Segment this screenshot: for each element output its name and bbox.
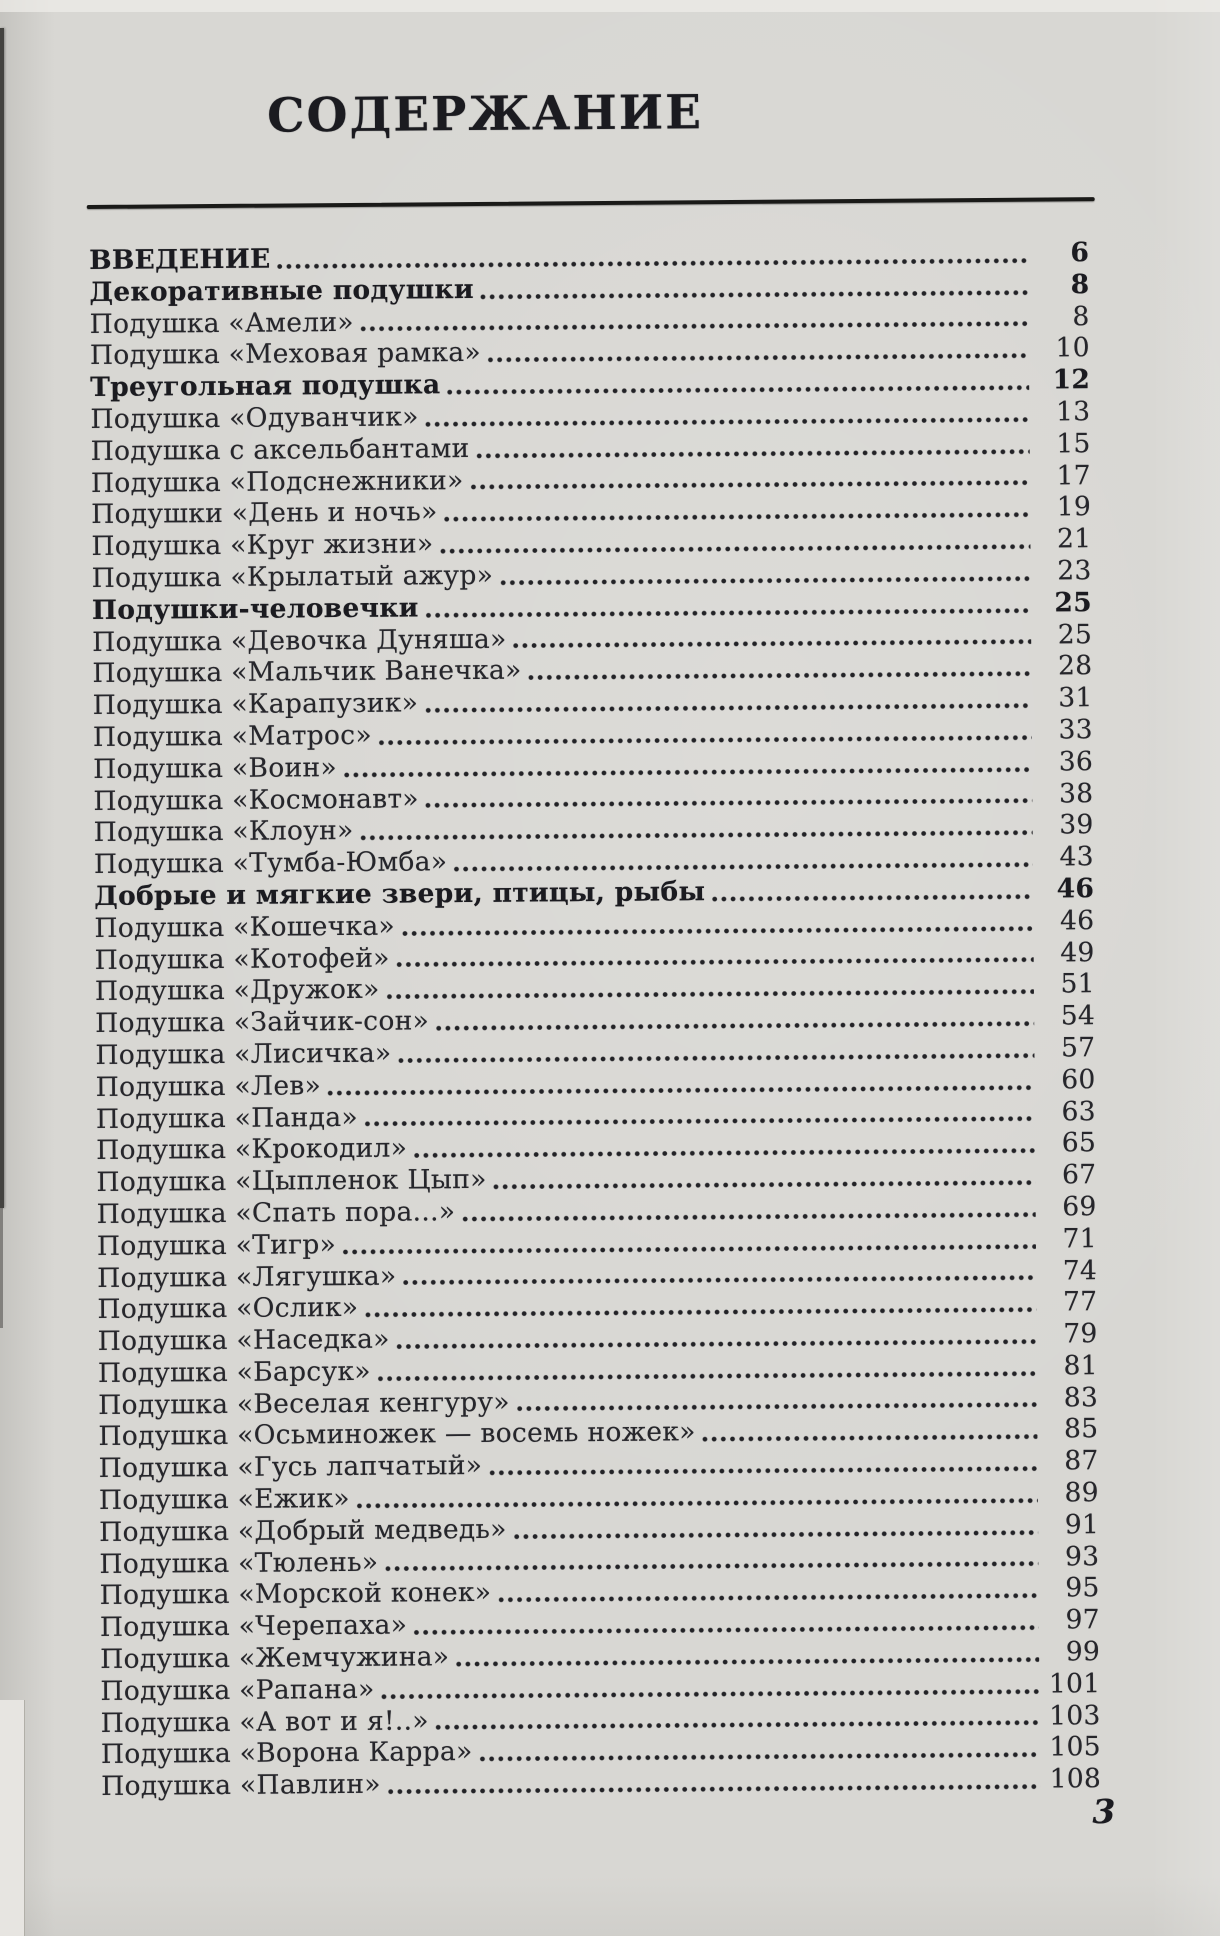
toc-entry-page: 105 <box>1049 1731 1102 1763</box>
toc-entry-label: Подушка «Одуванчик» <box>90 401 419 435</box>
toc-entry-page: 43 <box>1059 841 1095 873</box>
dot-leader <box>385 987 1034 1002</box>
scan-left-edge-line-lower <box>0 1208 3 1328</box>
toc-entry-label: Подушки-человечки <box>91 592 419 626</box>
toc-entry-label: Подушка «Барсук» <box>97 1355 371 1389</box>
dot-leader <box>326 1082 1035 1098</box>
toc-entry-page: 33 <box>1058 714 1094 746</box>
toc-entry-label: Подушка «Гусь лапчатый» <box>98 1450 483 1485</box>
table-of-contents <box>89 237 1101 1803</box>
toc-entry-page: 6 <box>1070 237 1090 269</box>
toc-entry-page: 74 <box>1062 1254 1098 1286</box>
toc-entry-page: 101 <box>1048 1667 1101 1700</box>
toc-entry-label: Подушка «Тигр» <box>96 1228 337 1262</box>
toc-entry-label: Подушка «Воин» <box>93 751 338 785</box>
toc-entry-label: Подушка «Наседка» <box>97 1323 390 1358</box>
toc-entry-page: 19 <box>1056 491 1092 523</box>
toc-entry-label: Подушка «Котофей» <box>94 942 390 976</box>
toc-entry-page: 25 <box>1054 586 1093 619</box>
toc-entry-page: 85 <box>1063 1413 1099 1445</box>
toc-entry-label: Подушки «День и ночь» <box>91 496 438 531</box>
toc-entry-label: Подушка «Осьминожек — восемь ножек» <box>98 1416 696 1453</box>
dot-leader <box>395 955 1034 970</box>
dot-leader <box>443 510 1031 525</box>
toc-row <box>101 1763 1101 1803</box>
dot-leader <box>478 1750 1040 1764</box>
dot-leader <box>401 1273 1036 1288</box>
toc-entry-page: 63 <box>1061 1095 1097 1127</box>
toc-entry-page: 97 <box>1065 1604 1101 1636</box>
toc-entry-page: 46 <box>1056 873 1095 905</box>
toc-entry-label: Подушка «Жемчужина» <box>100 1641 450 1676</box>
toc-entry-label: Подушка «Павлин» <box>101 1768 381 1803</box>
dot-leader <box>469 478 1030 492</box>
toc-entry-label: Подушка «Спать пора...» <box>96 1196 456 1230</box>
toc-entry-page: 17 <box>1056 459 1092 491</box>
toc-entry-label: Подушка «А вот и я!..» <box>100 1705 429 1739</box>
dot-leader <box>341 1241 1036 1256</box>
toc-entry-page: 8 <box>1070 268 1090 301</box>
toc-entry-page: 13 <box>1055 396 1091 428</box>
toc-entry-page: 91 <box>1064 1508 1100 1541</box>
dot-leader <box>386 1782 1040 1797</box>
toc-entry-label: Подушка «Добрый медведь» <box>99 1513 507 1548</box>
dot-leader <box>498 573 1031 587</box>
dot-leader <box>395 1336 1037 1351</box>
dot-leader <box>424 796 1033 811</box>
toc-entry-page: 103 <box>1049 1699 1101 1732</box>
toc-entry-label: Подушка «Веселая кенгуру» <box>98 1386 510 1421</box>
toc-entry-label: Подушка «Лягушка» <box>97 1260 397 1294</box>
dot-leader <box>454 1654 1039 1669</box>
dot-leader <box>496 1591 1038 1605</box>
toc-entry-label: Подушка «Крокодил» <box>96 1132 408 1167</box>
toc-entry-page: 108 <box>1049 1763 1102 1795</box>
dot-leader <box>359 319 1029 334</box>
toc-entry-page: 49 <box>1060 936 1095 968</box>
toc-entry-page: 87 <box>1064 1445 1099 1477</box>
toc-entry-page: 99 <box>1065 1636 1101 1668</box>
toc-entry-label: Подушка «Тюлень» <box>99 1546 379 1580</box>
toc-entry-label: Подушка «Амели» <box>89 306 354 340</box>
toc-entry-label: Подушка с аксельбантами <box>90 432 470 467</box>
toc-entry-page: 25 <box>1057 618 1093 650</box>
dot-leader <box>363 1114 1035 1129</box>
toc-entry-label: Подушка «Клоун» <box>93 815 354 849</box>
dot-leader <box>492 1177 1036 1191</box>
toc-entry-page: 51 <box>1060 968 1096 1000</box>
toc-entry-label: Подушка «Карапузик» <box>92 687 419 722</box>
toc-entry-page: 69 <box>1062 1191 1097 1223</box>
toc-entry-label: Подушка «Мальчик Ванечка» <box>92 654 522 690</box>
dot-leader <box>424 605 1031 620</box>
dot-leader <box>276 255 1029 271</box>
dot-leader <box>412 1623 1039 1638</box>
dot-leader <box>479 287 1029 301</box>
toc-entry-page: 23 <box>1057 555 1092 587</box>
toc-entry-label: Подушка «Дружок» <box>94 974 380 1008</box>
toc-entry-page: 10 <box>1055 332 1091 364</box>
toc-entry-label: Подушка «Панда» <box>95 1101 359 1135</box>
dot-leader <box>512 637 1032 651</box>
toc-entry-label: Подушка «Матрос» <box>92 719 373 753</box>
toc-entry-page: 36 <box>1058 745 1094 778</box>
toc-entry-label: Подушка «Ворона Карра» <box>100 1736 473 1771</box>
toc-entry-label: Подушка «Ослик» <box>97 1292 359 1326</box>
dot-leader <box>527 669 1032 683</box>
dot-leader <box>460 1209 1035 1224</box>
toc-entry-page: 60 <box>1061 1063 1096 1096</box>
toc-entry-page: 8 <box>1072 300 1090 332</box>
toc-entry-page: 89 <box>1064 1477 1100 1509</box>
toc-entry-page: 28 <box>1057 650 1093 682</box>
dot-leader <box>423 701 1032 716</box>
dot-leader <box>512 1527 1038 1541</box>
toc-entry-page: 46 <box>1059 904 1095 937</box>
toc-entry-page: 67 <box>1061 1159 1097 1191</box>
toc-entry-page: 77 <box>1062 1286 1098 1318</box>
toc-entry-page: 31 <box>1058 682 1093 714</box>
dot-leader <box>445 383 1029 398</box>
scan-left-edge-line <box>0 28 4 1208</box>
dot-leader <box>383 1559 1038 1574</box>
toc-entry-label: Подушка «Зайчик-сон» <box>95 1005 430 1040</box>
toc-entry-label: Подушка «Лисичка» <box>95 1037 392 1071</box>
toc-entry-page: 38 <box>1058 777 1094 809</box>
toc-entry-page: 65 <box>1061 1127 1097 1159</box>
dot-leader <box>397 1050 1035 1065</box>
dot-leader <box>400 923 1033 938</box>
dot-leader <box>377 732 1032 747</box>
toc-entry-page: 57 <box>1060 1032 1096 1064</box>
toc-entry-label: ВВЕДЕНИЕ <box>89 243 271 276</box>
dot-leader <box>363 1305 1036 1320</box>
toc-entry-page: 95 <box>1065 1572 1100 1604</box>
toc-entry-label: Подушка «Космонавт» <box>93 782 419 817</box>
toc-entry-page: 79 <box>1063 1318 1098 1350</box>
dot-leader <box>487 1464 1037 1478</box>
toc-entry-label: Подушка «Крылатый ажур» <box>91 559 494 594</box>
dot-leader <box>359 828 1033 843</box>
toc-entry-label: Добрые и мягкие звери, птицы, рыбы <box>94 876 706 912</box>
toc-entry-page: 12 <box>1052 364 1091 396</box>
toc-entry-page: 93 <box>1064 1540 1100 1573</box>
scan-bottom-left-edge <box>0 1700 25 1936</box>
toc-entry-page: 83 <box>1063 1381 1099 1414</box>
toc-entry-label: Треугольная подушка <box>90 369 441 404</box>
folio-page-number: 3 <box>1092 1791 1116 1832</box>
toc-entry-label: Подушка «Тумба-Юмба» <box>93 846 448 881</box>
page-title: СОДЕРЖАНИЕ <box>266 85 704 144</box>
toc-entry-label: Подушка «Круг жизни» <box>91 528 434 563</box>
dot-leader <box>355 1495 1038 1510</box>
toc-entry-label: Подушка «Черепаха» <box>99 1609 408 1644</box>
toc-entry-label: Подушка «Рапана» <box>100 1673 375 1707</box>
dot-leader <box>710 891 1033 904</box>
toc-entry-page: 15 <box>1056 427 1091 460</box>
dot-leader <box>434 1718 1040 1733</box>
toc-entry-label: Подушка «Ежик» <box>98 1483 350 1517</box>
dot-leader <box>452 860 1033 875</box>
toc-entry-page: 71 <box>1062 1222 1098 1255</box>
toc-entry-label: Подушка «Лев» <box>95 1069 322 1103</box>
toc-entry-label: Подушка «Меховая рамка» <box>89 337 482 372</box>
dot-leader <box>486 351 1029 365</box>
toc-entry-label: Подушка «Подснежники» <box>90 464 464 499</box>
toc-entry-page: 21 <box>1056 523 1092 555</box>
dot-leader <box>380 1686 1040 1701</box>
toc-entry-label: Подушка «Цыпленок Цып» <box>96 1164 487 1199</box>
dot-leader <box>424 414 1030 429</box>
dot-leader <box>438 542 1030 557</box>
dot-leader <box>515 1400 1037 1414</box>
dot-leader <box>412 1146 1035 1161</box>
dot-leader <box>475 446 1030 460</box>
dot-leader <box>701 1432 1038 1445</box>
toc-entry-label: Подушка «Кошечка» <box>94 910 396 944</box>
toc-entry-page: 54 <box>1060 1000 1096 1032</box>
dot-leader <box>434 1019 1034 1034</box>
dot-leader <box>376 1368 1037 1383</box>
toc-entry-page: 39 <box>1059 809 1094 841</box>
toc-entry-label: Подушка «Девочка Дуняша» <box>92 623 507 658</box>
dot-leader <box>342 764 1032 779</box>
toc-entry-page: 81 <box>1063 1349 1099 1382</box>
toc-entry-label: Подушка «Морской конек» <box>99 1577 492 1612</box>
title-rule-divider <box>87 197 1095 209</box>
toc-entry-label: Декоративные подушки <box>89 273 474 308</box>
